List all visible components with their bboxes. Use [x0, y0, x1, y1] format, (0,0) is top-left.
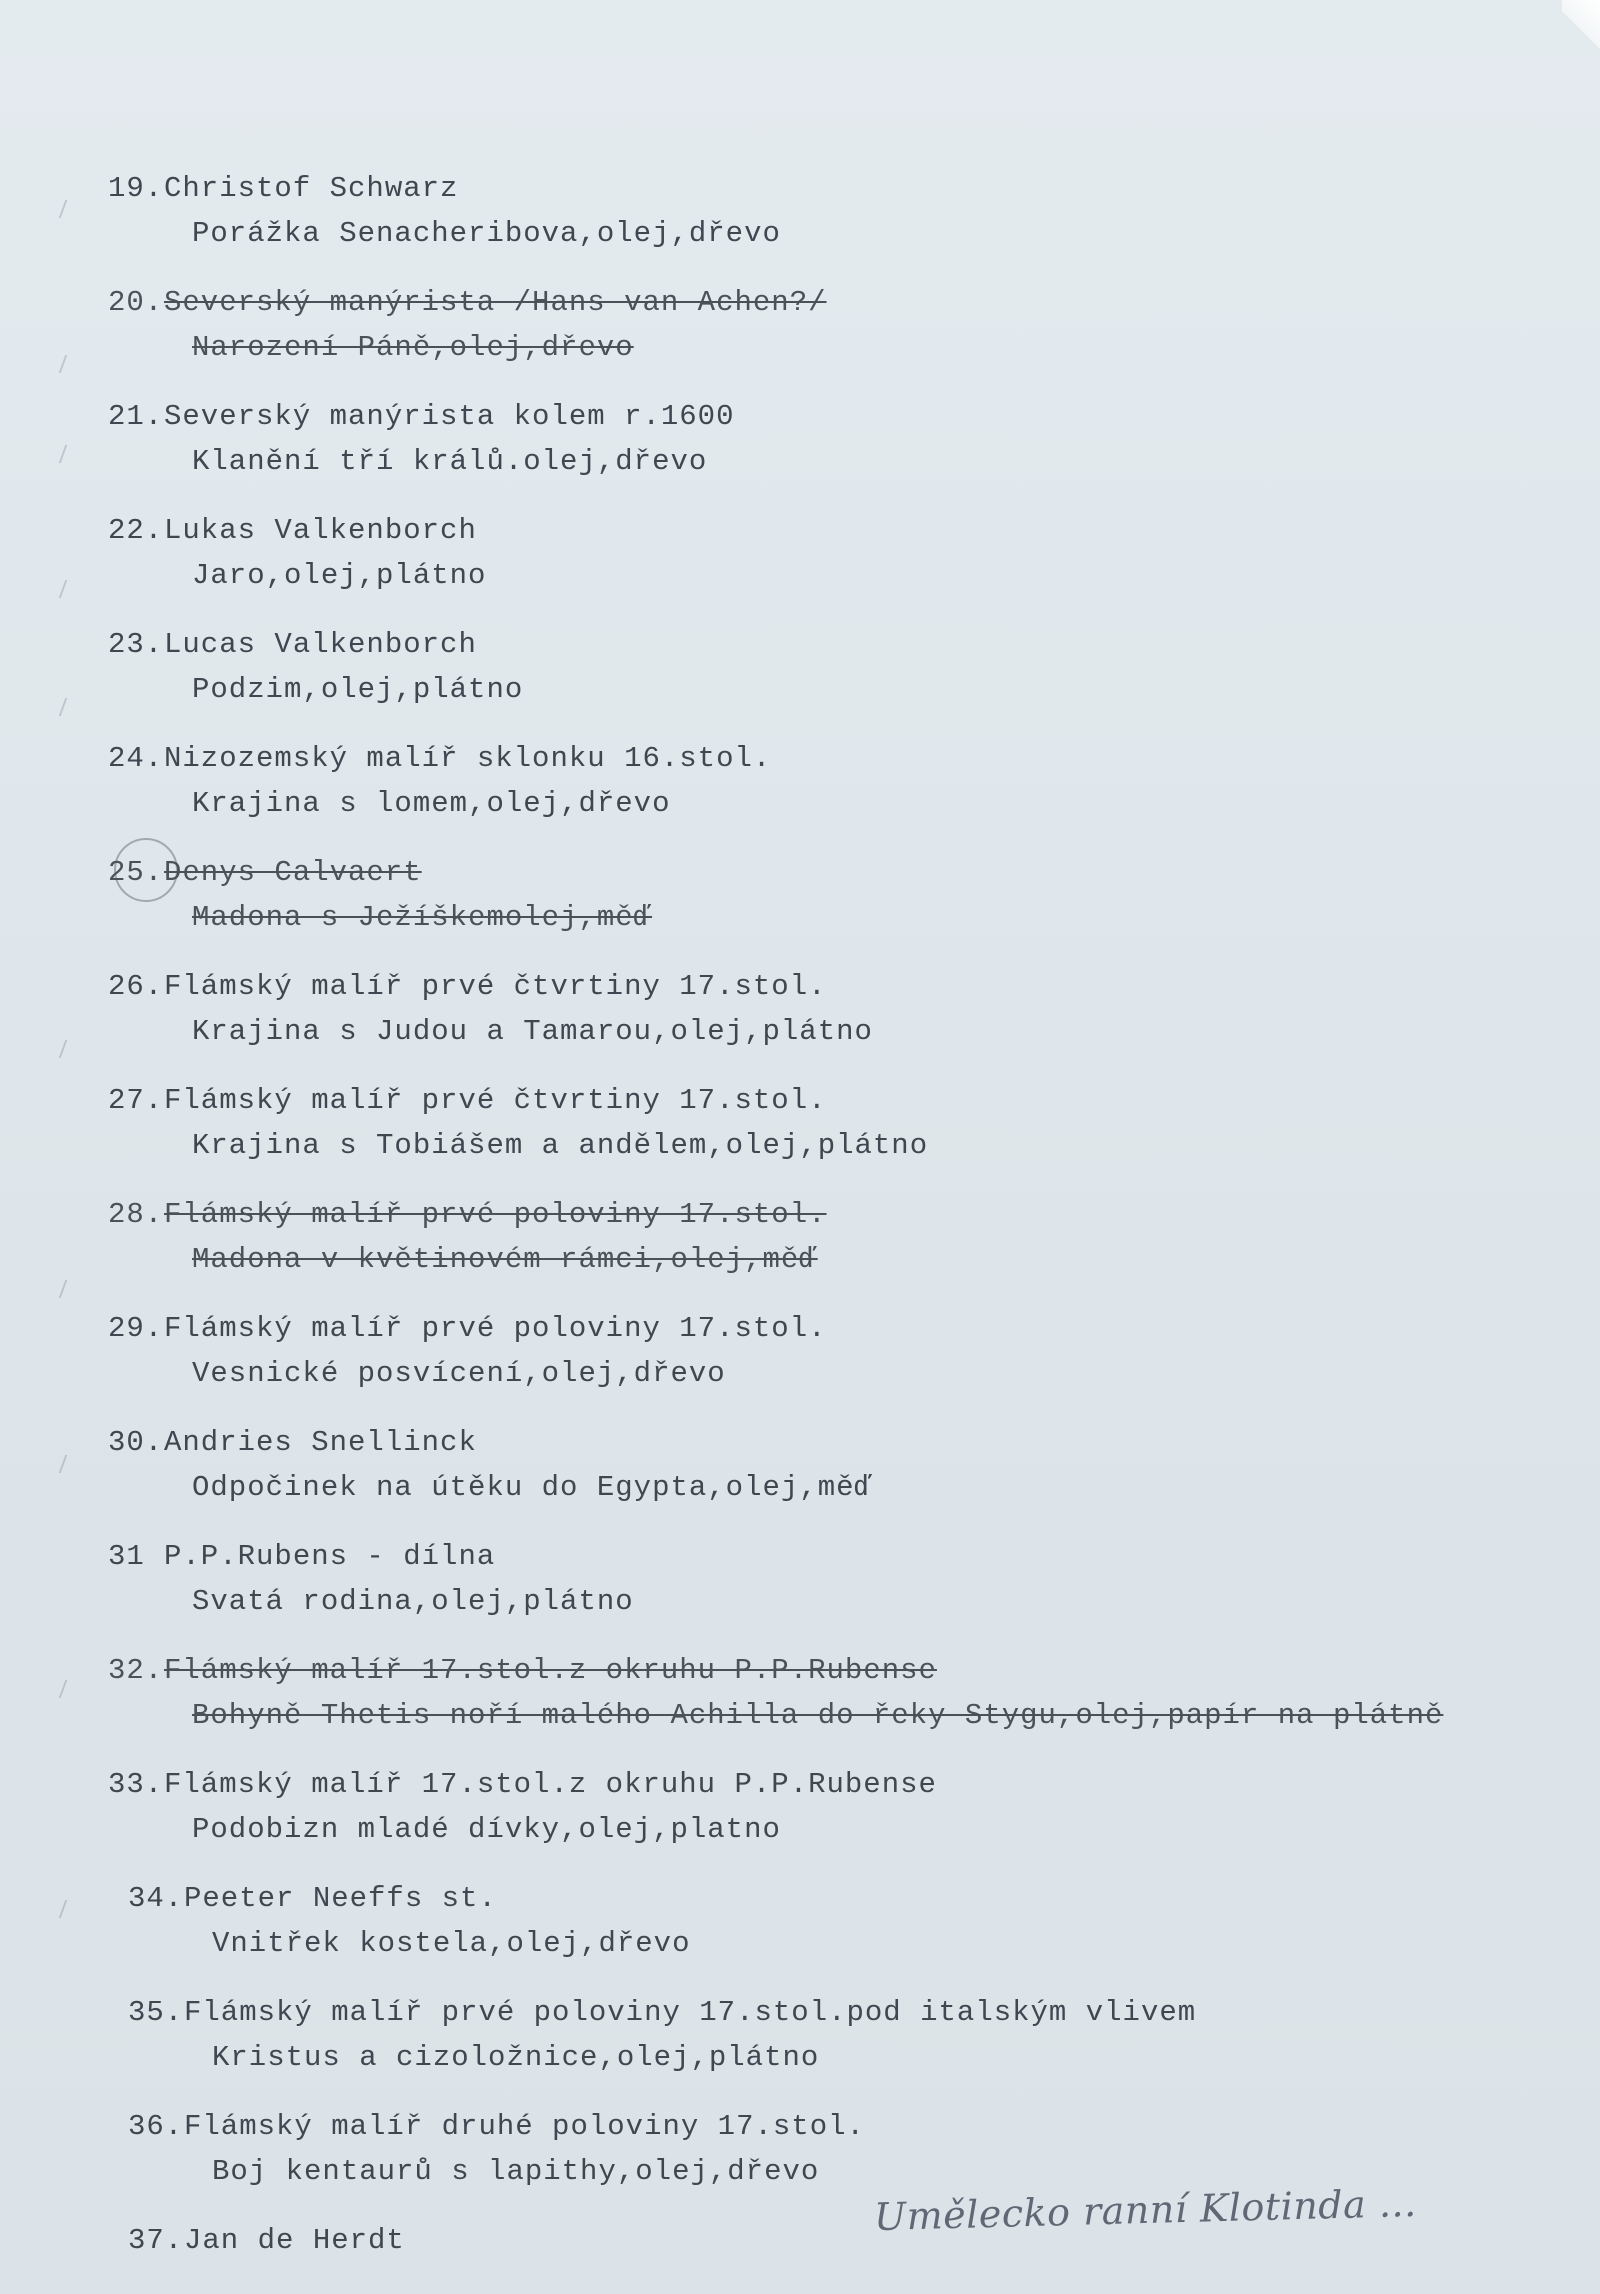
entry-details: Vnitřek kostela,olej,dřevo: [212, 1927, 691, 1960]
entry-number: 37.: [128, 2224, 184, 2257]
entry-title: Flámský malíř prvé poloviny 17.stol.: [164, 1198, 827, 1231]
entry-title-line: [108, 508, 477, 553]
margin-tick-marks: [62, 200, 86, 2160]
entry-number: 19.: [108, 172, 164, 205]
entry-number: 28.: [108, 1198, 164, 1231]
entry-title-line: [128, 2218, 405, 2263]
entry-title: Flámský malíř prvé poloviny 17.stol.pod italským vlivem: [184, 1996, 1197, 2029]
entry-details: Madona s Ježíškemolej,měď: [192, 901, 653, 934]
entry-title-line: [108, 1078, 827, 1123]
entry-details: Klanění tří králů.olej,dřevo: [192, 445, 708, 478]
entry-title-line: [108, 850, 422, 895]
entry-title: Peeter Neeffs st.: [184, 1882, 497, 1915]
entry-title-line: [108, 280, 827, 325]
entry-details: Porážka Senacheribova,olej,dřevo: [192, 217, 781, 250]
entry-number: 36.: [128, 2110, 184, 2143]
entry-title: Jan de Herdt: [184, 2224, 405, 2257]
entry-title: Flámský malíř prvé čtvrtiny 17.stol.: [164, 1084, 827, 1117]
entry-number: 21.: [108, 400, 164, 433]
entry-title-line: [128, 1876, 497, 1921]
entry-details: Odpočinek na útěku do Egypta,olej,měď: [192, 1471, 873, 1504]
entry-title: Lucas Valkenborch: [164, 628, 477, 661]
entry-details: Krajina s lomem,olej,dřevo: [192, 787, 671, 820]
entry-number: 34.: [128, 1882, 184, 1915]
entry-title: Lukas Valkenborch: [164, 514, 477, 547]
inventory-entry-struck: [108, 1648, 1568, 1762]
entry-title: Severský manýrista kolem r.1600: [164, 400, 735, 433]
entry-details: Madona v květinovém rámci,olej,měď: [192, 1243, 818, 1276]
entry-title-line: [108, 166, 458, 211]
entry-details: Podzim,olej,plátno: [192, 673, 524, 706]
inventory-entry: [128, 1990, 1568, 2104]
entry-title-line: [128, 1990, 1196, 2035]
inventory-entry: [108, 1078, 1568, 1192]
inventory-entry: [108, 622, 1568, 736]
entry-title-line: [108, 1648, 937, 1693]
entry-number: 33.: [108, 1768, 164, 1801]
entry-title: Nizozemský malíř sklonku 16.stol.: [164, 742, 772, 775]
entry-details: Podobizn mladé dívky,olej,platno: [192, 1813, 781, 1846]
entry-title-line: [128, 2104, 865, 2149]
entry-title-line: [108, 1534, 495, 1579]
entry-title-line: [108, 736, 771, 781]
entry-title: Flámský malíř prvé poloviny 17.stol.: [164, 1312, 827, 1345]
entry-title: Flámský malíř druhé poloviny 17.stol.: [184, 2110, 865, 2143]
entry-number: 25.: [108, 856, 164, 889]
entry-number: 29.: [108, 1312, 164, 1345]
entry-title: Flámský malíř 17.stol.z okruhu P.P.Rubense: [164, 1654, 937, 1687]
entry-title-line: [108, 1420, 477, 1465]
inventory-entry: [108, 1420, 1568, 1534]
entry-title: Christof Schwarz: [164, 172, 459, 205]
inventory-entry: [108, 1306, 1568, 1420]
entry-details: Krajina s Tobiášem a andělem,olej,plátno: [192, 1129, 929, 1162]
inventory-entry: [108, 166, 1568, 280]
entry-number: 31: [108, 1540, 145, 1573]
inventory-entry: [128, 2218, 1568, 2294]
inventory-entry: [108, 1762, 1568, 1876]
inventory-entry: [108, 736, 1568, 850]
entry-details: Boj kentaurů s lapithy,olej,dřevo: [212, 2155, 820, 2188]
entry-title-line: [108, 1192, 827, 1237]
entry-number: 24.: [108, 742, 164, 775]
entry-number: 23.: [108, 628, 164, 661]
inventory-entry: [108, 508, 1568, 622]
inventory-entry-struck: [108, 1192, 1568, 1306]
entry-title: Flámský malíř 17.stol.z okruhu P.P.Rubense: [164, 1768, 937, 1801]
entry-number: 35.: [128, 1996, 184, 2029]
entry-title-line: [108, 1306, 827, 1351]
inventory-entry: [108, 394, 1568, 508]
entry-title-line: [108, 394, 735, 439]
inventory-entry: [108, 1534, 1568, 1648]
entry-title-line: [108, 1762, 937, 1807]
entry-number: 32.: [108, 1654, 164, 1687]
entry-title-line: [108, 622, 477, 667]
inventory-entry: [128, 1876, 1568, 1990]
entry-title: P.P.Rubens - dílna: [164, 1540, 496, 1573]
entry-title-line: [108, 964, 827, 1009]
entry-title: Flámský malíř prvé čtvrtiny 17.stol.: [164, 970, 827, 1003]
entry-details: Krajina s Judou a Tamarou,olej,plátno: [192, 1015, 873, 1048]
entry-details: Narození Páně,olej,dřevo: [192, 331, 634, 364]
entry-details: Bohyně Thetis noří malého Achilla do řeky Stygu,olej,papír na plátně: [192, 1699, 1444, 1732]
inventory-entry: [108, 964, 1568, 1078]
inventory-entry-struck: [108, 280, 1568, 394]
entry-number: 30.: [108, 1426, 164, 1459]
entry-title: Severský manýrista /Hans van Achen?/: [164, 286, 827, 319]
entry-number: 20.: [108, 286, 164, 319]
typed-inventory-list: [108, 166, 1568, 2294]
entry-details: Vesnické posvícení,olej,dřevo: [192, 1357, 726, 1390]
entry-details: Jaro,olej,plátno: [192, 559, 487, 592]
entry-title: Denys Calvaert: [164, 856, 422, 889]
entry-number: 22.: [108, 514, 164, 547]
entry-number: 26.: [108, 970, 164, 1003]
handwritten-note: Umělecko ranní Klotinda ...: [873, 2180, 1418, 2240]
entry-details: Svatá rodina,olej,plátno: [192, 1585, 634, 1618]
entry-title: Andries Snellinck: [164, 1426, 477, 1459]
inventory-entry-struck: [108, 850, 1568, 964]
entry-number: 27.: [108, 1084, 164, 1117]
entry-details: Kristus a cizoložnice,olej,plátno: [212, 2041, 820, 2074]
